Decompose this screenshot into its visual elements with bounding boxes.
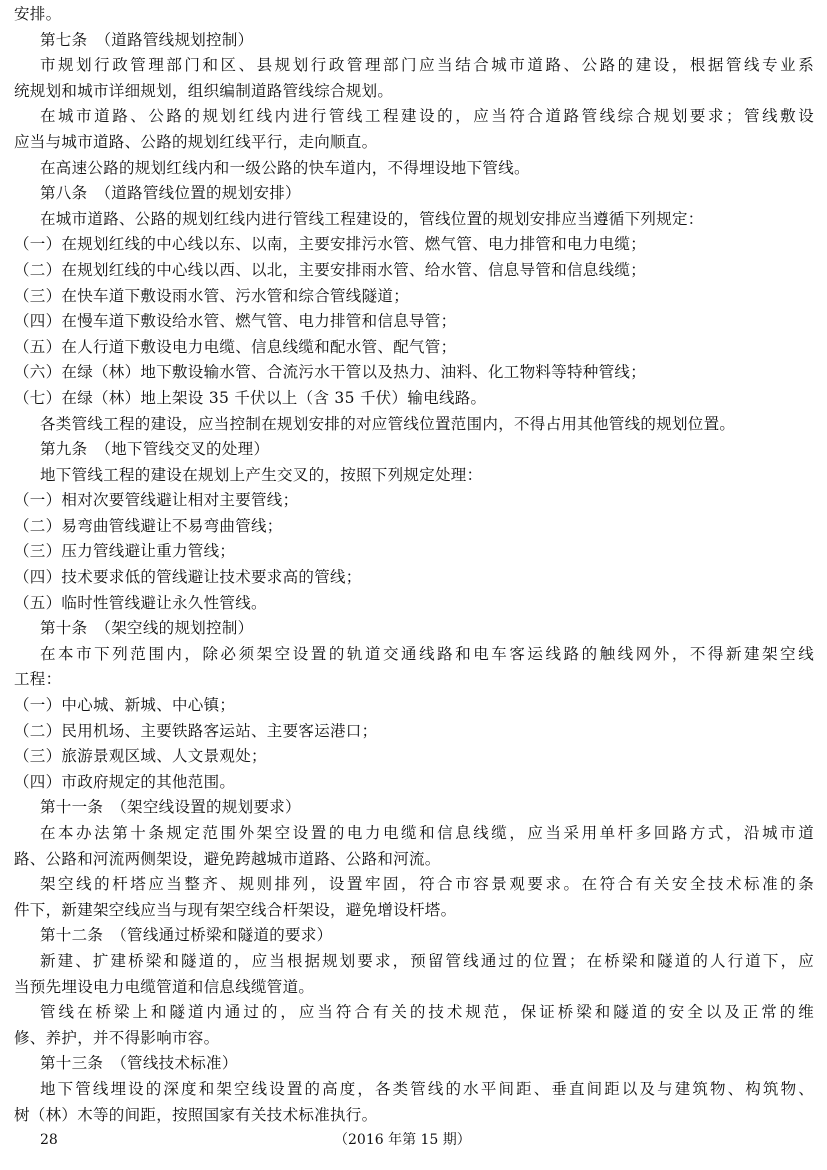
article-heading: 第九条 （地下管线交叉的处理） xyxy=(40,440,270,459)
text-line: （四）技术要求低的管线避让技术要求高的管线； xyxy=(14,568,362,587)
text-line: 工程： xyxy=(14,670,62,689)
article-heading: 第七条 （道路管线规划控制） xyxy=(40,30,254,49)
article-heading: 第十三条 （管线技术标准） xyxy=(40,1054,238,1073)
text-line: （三）旅游景观区域、人文景观处； xyxy=(14,747,267,766)
text-line: 在本办法第十条规定范围外架空设置的电力电缆和信息线缆，应当采用单杆多回路方式，沿城市道 xyxy=(40,824,814,842)
text-line: 架空线的杆塔应当整齐、规则排列，设置牢固，符合市容景观要求。在符合有关安全技术标准的条 xyxy=(40,875,814,894)
text-line: （五）在人行道下敷设电力电缆、信息线缆和配水管、配气管； xyxy=(14,337,457,356)
page-number: 28 xyxy=(40,1132,58,1148)
text-line: （七）在绿（林）地上架设 35 千伏以上（含 35 千伏）输电线路。 xyxy=(14,388,487,407)
article-heading: 第八条 （道路管线位置的规划安排） xyxy=(40,184,301,203)
text-line: （五）临时性管线避让永久性管线。 xyxy=(14,593,267,612)
text-line: （二）民用机场、主要铁路客运站、主要客运港口； xyxy=(14,721,378,740)
article-heading: 第十一条 （架空线设置的规划要求） xyxy=(40,798,301,817)
text-line: 当预先埋设电力电缆管道和信息线缆管道。 xyxy=(14,977,315,996)
text-line: 在城市道路、公路的规划红线内进行管线工程建设的，管线位置的规划安排应当遵循下列规定： xyxy=(40,209,704,228)
text-line: （一）相对次要管线避让相对主要管线； xyxy=(14,491,299,510)
text-line: 在本市下列范围内，除必须架空设置的轨道交通线路和电车客运线路的触线网外，不得新建架空线 xyxy=(40,644,814,663)
text-line: 在高速公路的规划红线内和一级公路的快车道内，不得埋设地下管线。 xyxy=(40,158,530,177)
text-line: （二）在规划红线的中心线以西、以北，主要安排雨水管、给水管、信息导管和信息线缆； xyxy=(14,260,647,279)
text-line: 地下管线工程的建设在规划上产生交叉的，按照下列规定处理： xyxy=(40,465,483,484)
document-page xyxy=(14,0,814,1170)
text-line: （二）易弯曲管线避让不易弯曲管线； xyxy=(14,516,283,535)
text-line: （三）在快车道下敷设雨水管、污水管和综合管线隧道； xyxy=(14,286,410,305)
text-line: 各类管线工程的建设，应当控制在规划安排的对应管线位置范围内，不得占用其他管线的规划位置。 xyxy=(40,414,736,433)
document-body xyxy=(14,2,814,1128)
issue-label: （2016 年第 15 期） xyxy=(334,1132,471,1148)
text-line: （四）在慢车道下敷设给水管、燃气管、电力排管和信息导管； xyxy=(14,312,457,331)
page-footer xyxy=(14,1128,814,1152)
text-line: 在城市道路、公路的规划红线内进行管线工程建设的，应当符合道路管线综合规划要求；管线敷设 xyxy=(40,107,814,126)
text-line: 地下管线埋设的深度和架空线设置的高度，各类管线的水平间距、垂直间距以及与建筑物、构筑物、 xyxy=(40,1079,814,1098)
text-line: 修、养护，并不得影响市容。 xyxy=(14,1028,220,1047)
text-line: （六）在绿（林）地下敷设输水管、合流污水干管以及热力、油料、化工物料等特种管线； xyxy=(14,363,647,382)
text-line: 统规划和城市详细规划，组织编制道路管线综合规划。 xyxy=(14,81,394,100)
text-line: （一）在规划红线的中心线以东、以南，主要安排污水管、燃气管、电力排管和电力电缆； xyxy=(14,235,647,254)
text-line: （一）中心城、新城、中心镇； xyxy=(14,696,236,715)
text-line: 应当与城市道路、公路的规划红线平行，走向顺直。 xyxy=(14,132,378,151)
text-line: 树（林）木等的间距，按照国家有关技术标准执行。 xyxy=(14,1105,378,1124)
article-heading: 第十二条 （管线通过桥梁和隧道的要求） xyxy=(40,926,333,945)
article-heading: 第十条 （架空线的规划控制） xyxy=(40,619,254,638)
text-line: 新建、扩建桥梁和隧道的，应当根据规划要求，预留管线通过的位置；在桥梁和隧道的人行道下，应 xyxy=(40,951,814,970)
text-line: （四）市政府规定的其他范围。 xyxy=(14,772,236,791)
text-line: 件下，新建架空线应当与现有架空线合杆架设，避免增设杆塔。 xyxy=(14,900,457,919)
text-line: 路、公路和河流两侧架设，避免跨越城市道路、公路和河流。 xyxy=(14,849,441,868)
text-line: （三）压力管线避让重力管线； xyxy=(14,542,236,561)
text-line: 管线在桥梁上和隧道内通过的，应当符合有关的技术规范，保证桥梁和隧道的安全以及正常的维 xyxy=(40,1003,814,1022)
text-line: 安排。 xyxy=(14,5,62,23)
text-line: 市规划行政管理部门和区、县规划行政管理部门应当结合城市道路、公路的建设，根据管线专业系 xyxy=(40,56,814,75)
